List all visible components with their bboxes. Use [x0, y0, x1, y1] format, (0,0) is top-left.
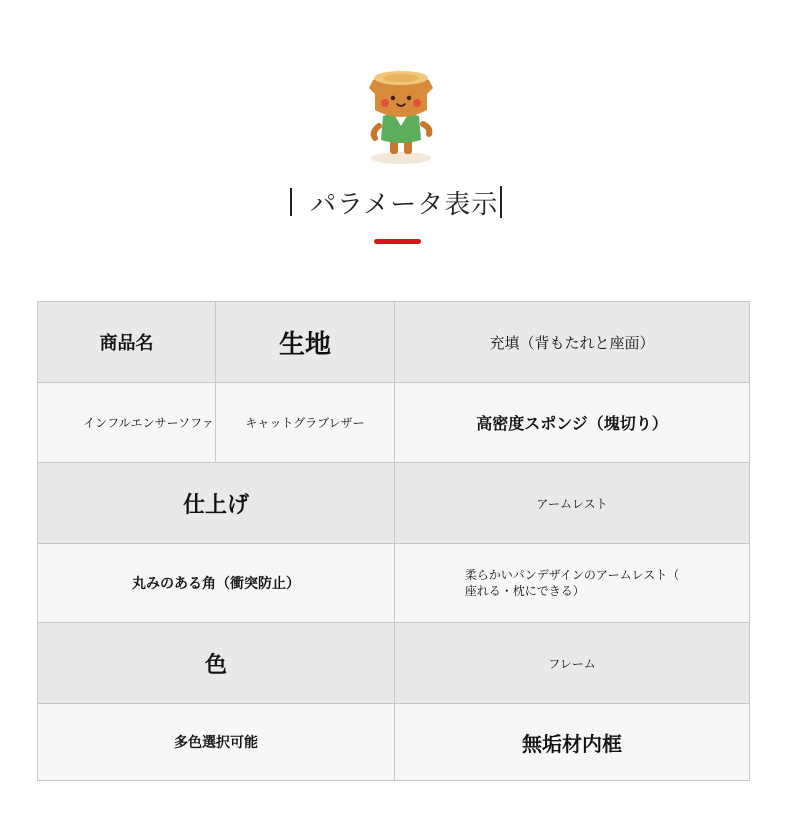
table-row — [38, 462, 749, 543]
armrest-value-line-2: 座れる・枕にできる） — [464, 584, 585, 598]
table-cell — [395, 383, 749, 462]
title-underline — [374, 239, 421, 244]
tree-stump-mascot-icon — [363, 66, 439, 166]
fabric-label: 生地 — [278, 329, 331, 360]
table-cell — [38, 623, 395, 703]
table-cell — [38, 302, 216, 382]
parameter-table — [37, 301, 750, 781]
fabric-value: キャットグラブレザー — [245, 416, 365, 430]
armrest-value — [465, 567, 679, 599]
color-value: 多色選択可能 — [174, 735, 258, 751]
finish-value: 丸みのある角（衝突防止） — [132, 576, 300, 592]
frame-label: フレーム — [548, 656, 596, 671]
table-cell — [395, 302, 749, 382]
table-row — [38, 543, 749, 622]
color-label: 色 — [204, 652, 227, 678]
product-name-label: 商品名 — [99, 333, 154, 354]
table-cell — [38, 463, 395, 543]
table-cell — [38, 704, 395, 780]
table-row — [38, 622, 749, 703]
page-title: パラメータ表示 — [310, 189, 499, 220]
table-row — [38, 382, 749, 462]
frame-value: 無垢材内框 — [522, 731, 622, 756]
table-cell — [38, 383, 216, 462]
table-cell — [216, 302, 395, 382]
title-left-bar — [290, 188, 292, 216]
table-cell — [395, 704, 749, 780]
table-cell — [395, 463, 749, 543]
table-cell — [216, 383, 395, 462]
section-title — [290, 180, 510, 224]
table-cell — [38, 544, 395, 622]
armrest-value-line-1: 柔らかいパンデザインのアームレスト（ — [464, 568, 680, 582]
armrest-label: アームレスト — [536, 496, 608, 511]
table-cell — [395, 623, 749, 703]
table-row — [38, 302, 749, 382]
title-right-bar — [500, 186, 502, 218]
finish-label: 仕上げ — [182, 492, 249, 518]
table-row — [38, 703, 749, 780]
filling-value: 高密度スポンジ（塊切り） — [476, 414, 668, 433]
filling-label: 充填（背もたれと座面） — [489, 333, 655, 352]
table-cell — [395, 544, 749, 622]
product-name-value: インフルエンサーソファ — [83, 416, 214, 430]
